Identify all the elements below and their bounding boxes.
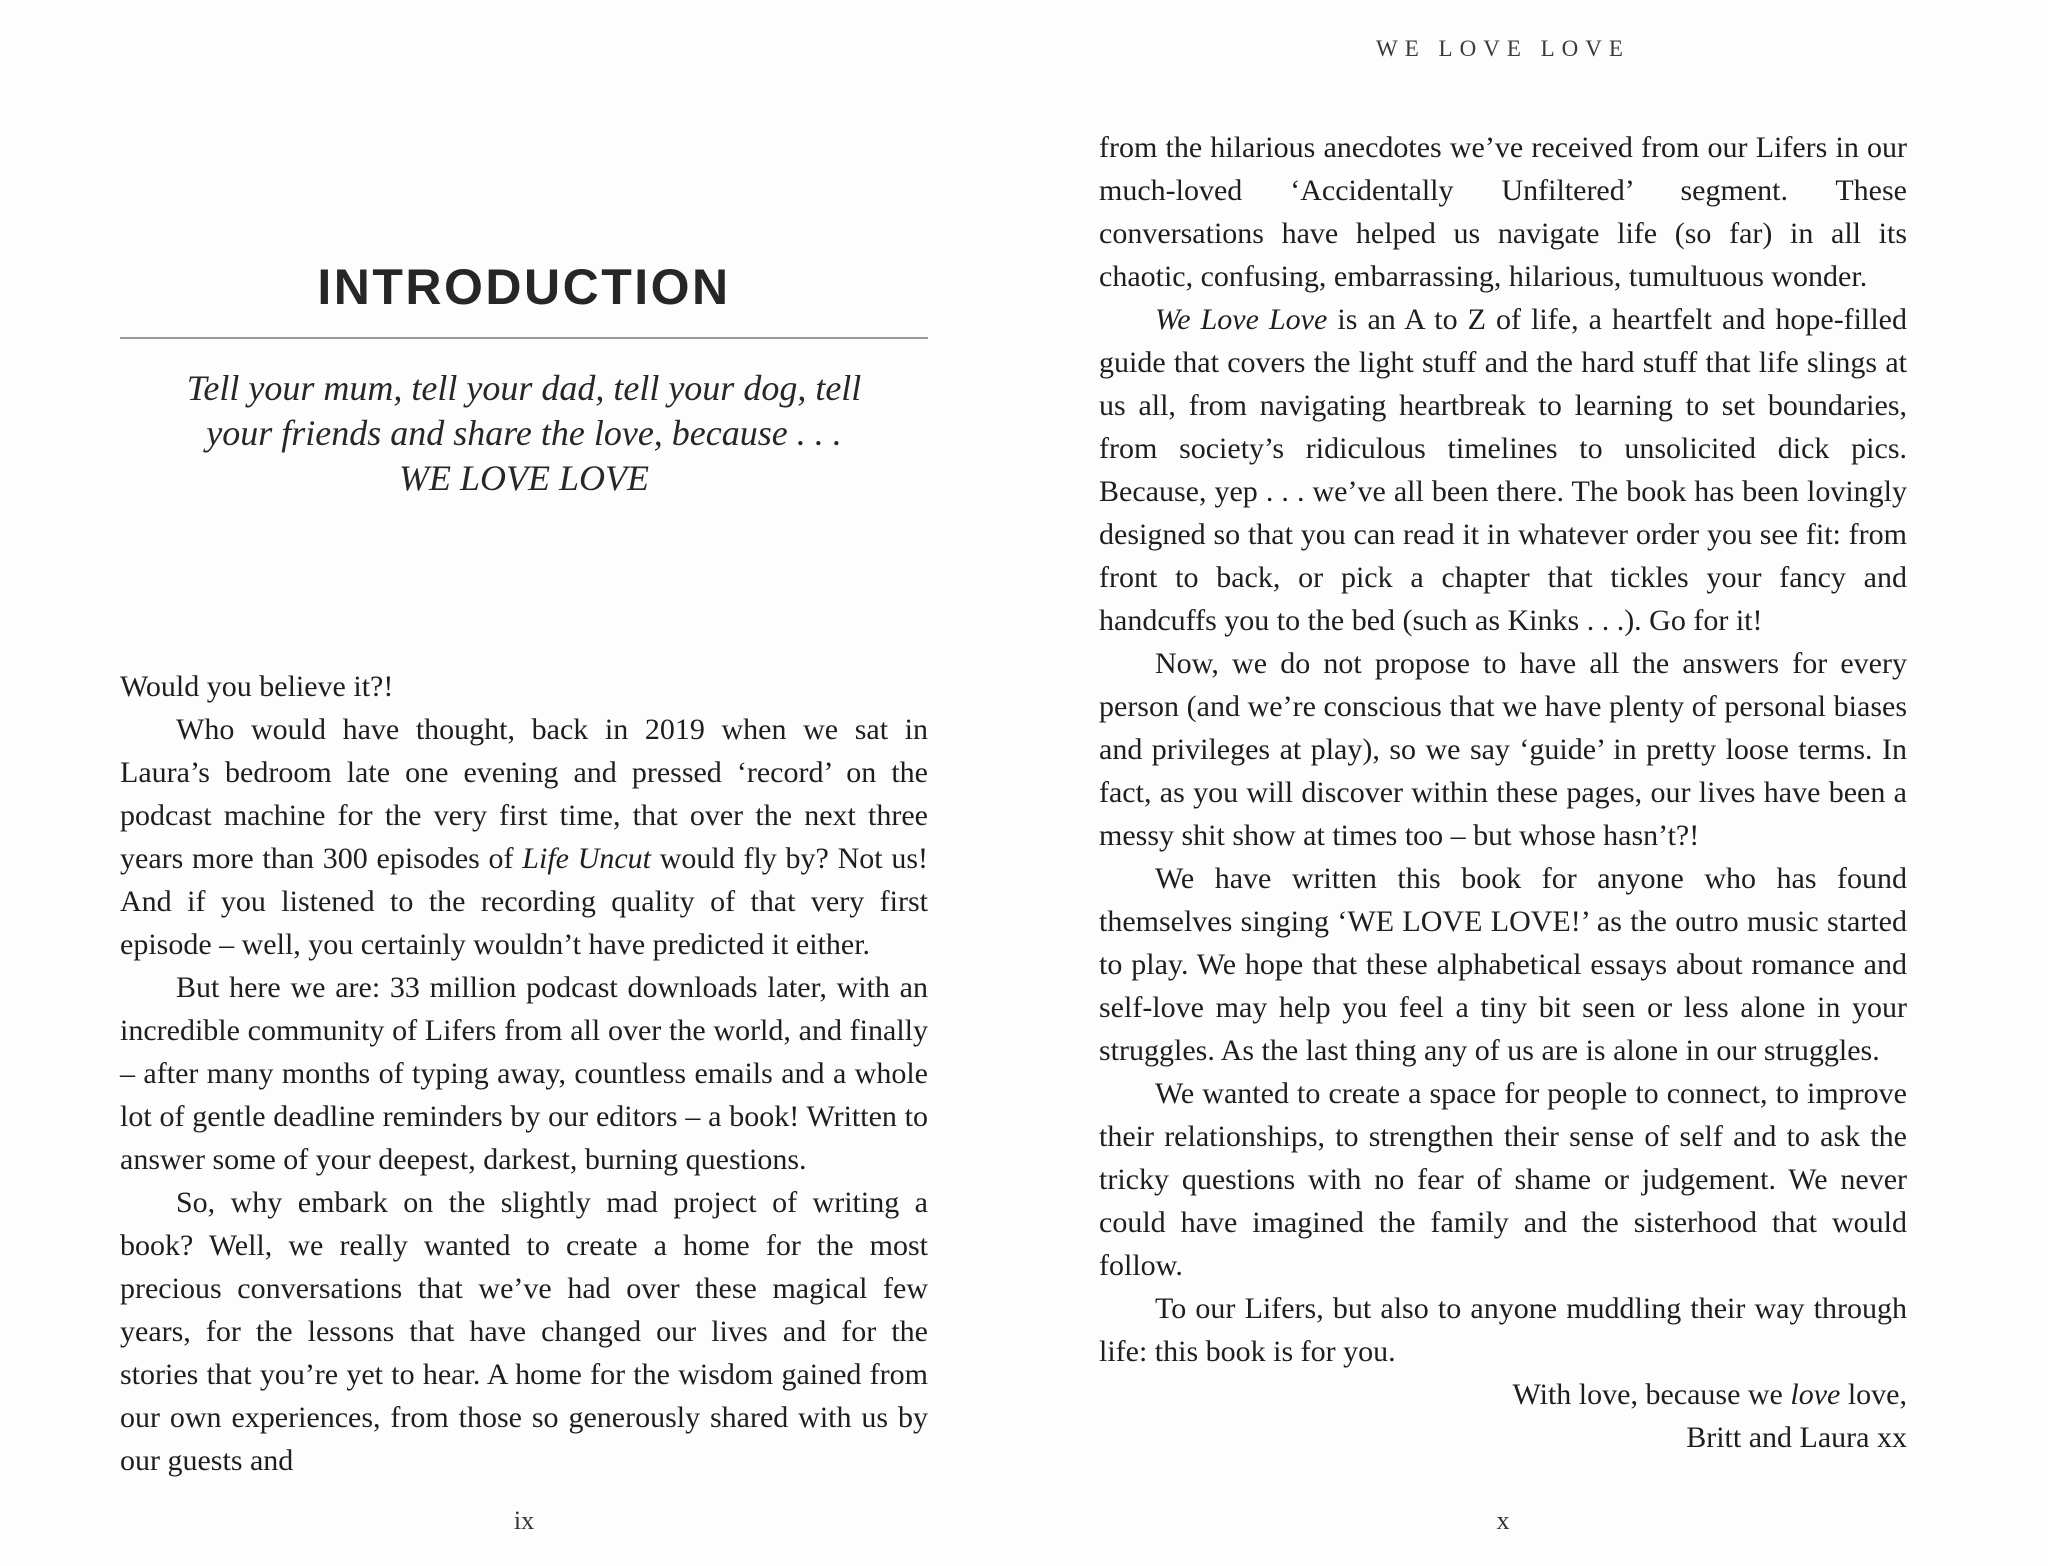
paragraph: We Love Love is an A to Z of life, a heartfelt and hope-filled guide that covers the light stuff and the hard stuff that life slings at us all, from navigating heartbreak to learning to set boundaries, from society’s ridiculous timelines to unsolicited dick pics. Because, yep . . . we’ve all been there. The book has been lovingly designed so that you can read it in whatever order you see fit: from front to back, or pick a chapter that tickles your fancy and handcuffs you to the bed (such as Kinks . . .). Go for it! [1099, 303, 1907, 637]
paragraph: With love, because we love love, [1512, 1378, 1907, 1411]
left-body-text [120, 665, 928, 1482]
paragraph: Would you believe it?! [120, 670, 394, 703]
paragraph: But here we are: 33 million podcast downloads later, with an incredible community of Lifers from all over the world, and finally – after many months of typing away, countless emails and a whole lot of gentle deadline reminders by our editors – a book! Written to answer some of your deepest, darkest, burning questions. [120, 971, 928, 1176]
title-rule [120, 337, 928, 339]
paragraph: Who would have thought, back in 2019 when we sat in Laura’s bedroom late one evening and pressed ‘record’ on the podcast machine for the very first time, that over the next three years more than 300 episodes of Life Uncut would fly by? Not us! And if you listened to the recording quality of that very first episode – well, you certainly wouldn’t have predicted it either. [120, 713, 928, 961]
paragraph: We wanted to create a space for people to connect, to improve their relationships, to strengthen their sense of self and to ask the tricky questions with no fear of shame or judgement. We never could have imagined the family and the sisterhood that would follow. [1099, 1077, 1907, 1282]
epigraph-line: WE LOVE LOVE [399, 458, 649, 498]
epigraph-line: your friends and share the love, because . . . [206, 413, 842, 453]
epigraph [120, 366, 928, 501]
paragraph: Now, we do not propose to have all the answers for every person (and we’re conscious that we have plenty of personal biases and privileges at play), so we say ‘guide’ in pretty loose terms. In fact, as you will discover within these pages, our lives have been a messy shit show at times too – but whose hasn’t?! [1099, 647, 1907, 852]
paragraph: We have written this book for anyone who has found themselves singing ‘WE LOVE LOVE!’ as the outro music started to play. We hope that these alphabetical essays about romance and self-love may help you feel a tiny bit seen or less alone in your struggles. As the last thing any of us are is alone in our struggles. [1099, 862, 1907, 1067]
chapter-title: INTRODUCTION [317, 259, 731, 315]
running-header: WE LOVE LOVE [1376, 36, 1630, 61]
paragraph: So, why embark on the slightly mad project of writing a book? Well, we really wanted to create a home for the most precious conversations that we’ve had over these magical few years, for the lessons that have changed our lives and for the stories that you’re yet to hear. A home for the wisdom gained from our own experiences, from those so generously shared with us by our guests and [120, 1186, 928, 1477]
paragraph: from the hilarious anecdotes we’ve received from our Lifers in our much-loved ‘Accidentally Unfiltered’ segment. These conversations have helped us navigate life (so far) in all its chaotic, confusing, embarrassing, hilarious, tumultuous wonder. [1099, 131, 1907, 293]
page-right [1099, 0, 1907, 1566]
paragraph: To our Lifers, but also to anyone muddling their way through life: this book is for you. [1099, 1292, 1907, 1368]
right-page-number: x [1496, 1506, 1510, 1535]
left-page-number: ix [513, 1506, 535, 1535]
epigraph-line: Tell your mum, tell your dad, tell your dog, tell [186, 368, 862, 408]
right-body-text [1099, 126, 1907, 1459]
page-left [120, 0, 928, 1566]
paragraph: Britt and Laura xx [1686, 1421, 1907, 1454]
